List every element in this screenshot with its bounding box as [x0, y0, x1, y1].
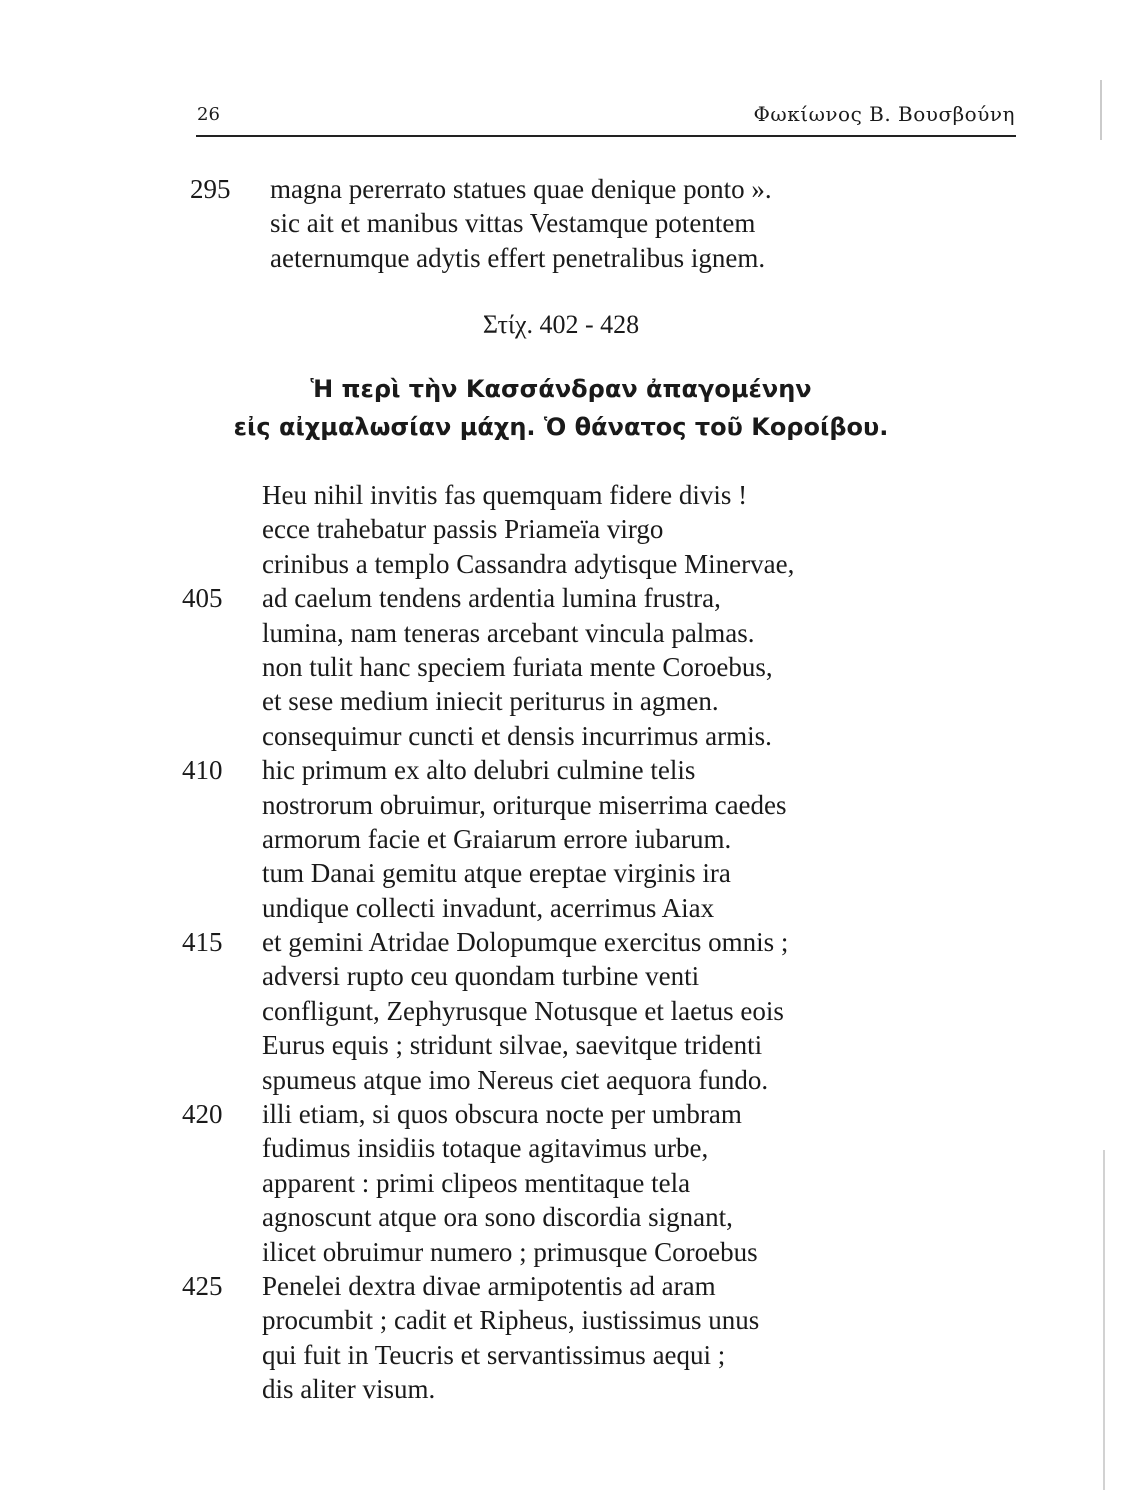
verse-line	[182, 1097, 794, 1131]
verse-text: armorum facie et Graiarum errore iubarum.	[262, 823, 732, 854]
line-number: 410	[182, 755, 223, 786]
verse-line	[262, 1303, 794, 1337]
verse-line	[182, 581, 794, 615]
line-number: 295	[190, 174, 231, 204]
line-number: 415	[182, 927, 223, 958]
verse-text: et gemini Atridae Dolopumque exercitus omnis ;	[262, 927, 789, 958]
verse-text: hic primum ex alto delubri culmine telis	[262, 755, 696, 786]
verse-line	[262, 1200, 794, 1234]
verse-line	[262, 1372, 794, 1406]
verse-line	[262, 891, 794, 925]
verse-text: ilicet obruimur numero ; primusque Coroebus	[262, 1236, 758, 1267]
verse-line	[262, 1235, 794, 1269]
verse-text: non tulit hanc speciem furiata mente Coroebus,	[262, 651, 773, 682]
verse-line	[262, 788, 794, 822]
verse-text: illi etiam, si quos obscura nocte per umbram	[262, 1099, 742, 1130]
section-reference: Στίχ. 402 - 428	[482, 310, 640, 339]
running-header	[197, 100, 1015, 134]
verse-text: Heu nihil invitis fas quemquam fidere divis !	[262, 480, 748, 510]
verse-text: Penelei dextra divae armipotentis ad aram	[262, 1270, 716, 1301]
verse-block-2	[182, 478, 795, 1407]
verse-text: apparent : primi clipeos mentitaque tela	[262, 1167, 691, 1198]
heading-line-2: εἰς αἰχμαλωσίαν μάχη. Ὁ θάνατος τοῦ Κοροίβου.	[233, 413, 889, 441]
verse-text: adversi rupto ceu quondam turbine venti	[262, 961, 700, 992]
verse-line	[262, 719, 794, 753]
verse-text: agnoscunt atque ora sono discordia signant,	[262, 1202, 733, 1233]
line-number: 420	[182, 1099, 223, 1130]
verse-text: undique collecti invadunt, acerrimus Aiax	[262, 892, 715, 923]
verse-line	[262, 512, 794, 546]
verse-line	[262, 959, 794, 993]
verse-line	[262, 650, 794, 684]
verse-text: confligunt, Zephyrusque Notusque et laetus eois	[262, 995, 784, 1026]
verse-text: et sese medium iniecit periturus in agmen.	[262, 686, 719, 717]
verse-line	[262, 856, 794, 890]
verse-line	[182, 1269, 794, 1303]
verse-block-1	[190, 172, 772, 275]
verse-text: fudimus insidiis totaque agitavimus urbe,	[262, 1133, 709, 1164]
verse-text: lumina, nam teneras arcebant vincula palmas.	[262, 617, 755, 648]
verse-text: consequimur cuncti et densis incurrimus armis.	[262, 720, 772, 751]
verse-text: sic ait et manibus vittas Vestamque potentem	[270, 208, 756, 239]
verse-line	[182, 925, 794, 959]
verse-line	[262, 822, 794, 856]
verse-text: ecce trahebatur passis Priameïa virgo	[262, 514, 664, 545]
page-number: 26	[197, 104, 220, 125]
verse-text: ad caelum tendens ardentia lumina frustra,	[262, 583, 721, 614]
verse-text: aeternumque adytis effert penetralibus ignem.	[270, 242, 766, 273]
verse-line	[270, 206, 772, 240]
verse-text: dis aliter visum.	[262, 1374, 436, 1405]
verse-line	[190, 172, 772, 206]
verse-text: magna pererrato statues quae denique ponto ».	[270, 174, 772, 204]
verse-line	[262, 1166, 794, 1200]
verse-text: crinibus a templo Cassandra adytisque Minervae,	[262, 548, 795, 579]
line-number: 425	[182, 1270, 223, 1301]
verse-line	[262, 1338, 794, 1372]
verse-text: Eurus equis ; stridunt silvae, saevitque tridenti	[262, 1030, 763, 1061]
verse-line	[270, 241, 772, 275]
verse-line	[262, 478, 794, 512]
verse-text: qui fuit in Teucris et servantissimus aequi ;	[262, 1339, 726, 1370]
section-heading	[0, 370, 1122, 446]
heading-line-1: Ἡ περὶ τὴν Κασσάνδραν ἀπαγομένην	[310, 375, 812, 403]
verse-text: spumeus atque imo Nereus ciet aequora fundo.	[262, 1064, 769, 1095]
verse-line	[262, 684, 794, 718]
scan-edge-mark	[1103, 1150, 1105, 1490]
line-number: 405	[182, 583, 223, 614]
verse-line	[262, 1028, 794, 1062]
verse-line	[262, 616, 794, 650]
running-head-author: Φωκίωνος Β. Βουσβούνη	[753, 102, 1015, 126]
verse-line	[182, 753, 794, 787]
verse-text: procumbit ; cadit et Ripheus, iustissimus unus	[262, 1305, 760, 1336]
header-rule	[196, 135, 1016, 137]
verse-line	[262, 1131, 794, 1165]
verse-text: nostrorum obruimur, oriturque miserrima caedes	[262, 789, 787, 820]
scan-edge-mark	[1100, 80, 1102, 140]
verse-text: tum Danai gemitu atque ereptae virginis ira	[262, 858, 731, 889]
verse-line	[262, 1063, 794, 1097]
verse-line	[262, 994, 794, 1028]
verse-line	[262, 547, 794, 581]
